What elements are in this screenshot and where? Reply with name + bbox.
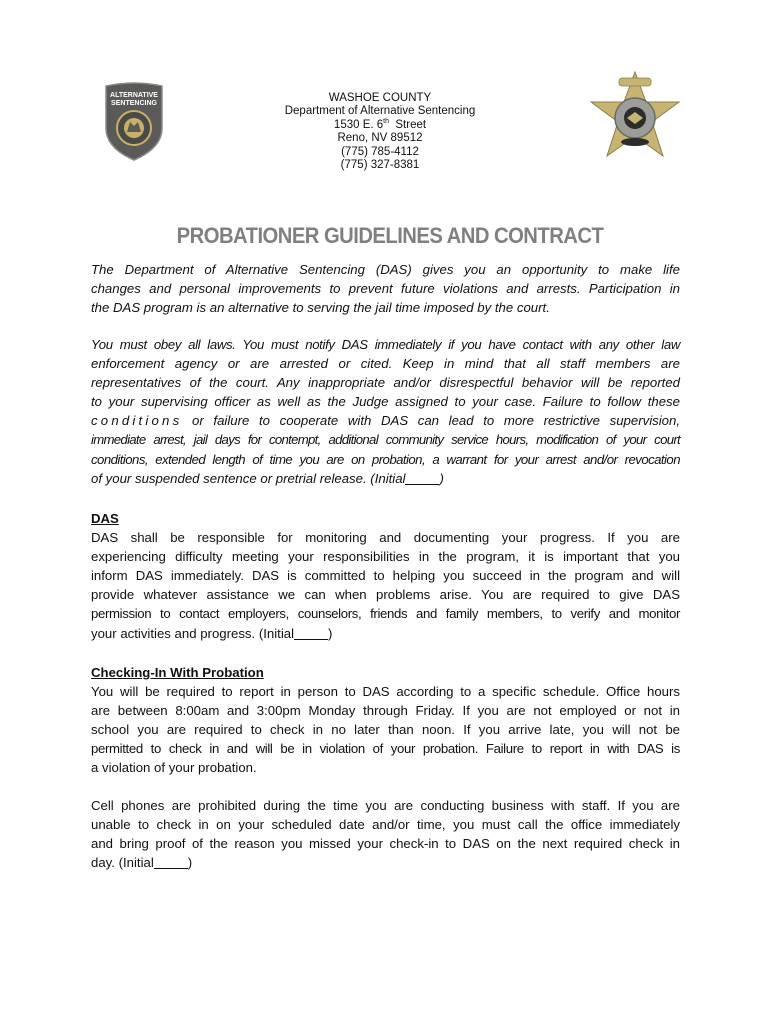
initial-field-das[interactable] bbox=[294, 627, 328, 640]
cellphone-section bbox=[91, 796, 680, 872]
checkin-section bbox=[91, 663, 680, 778]
initial-field-cellphone[interactable] bbox=[154, 856, 188, 869]
das-line: DAS shall be responsible for monitoring and documenting your progress. If you are bbox=[91, 530, 680, 546]
county-name: WASHOE COUNTY bbox=[328, 92, 432, 104]
sheriff-star-badge-logo bbox=[585, 68, 685, 168]
obey-laws-paragraph bbox=[91, 335, 680, 488]
obey-line-8-text: of your suspended sentence or pretrial release. (Initial bbox=[91, 470, 406, 486]
obey-line-5-rest: or failure to cooperate with DAS can lead to more restrictive supervision, bbox=[182, 413, 680, 429]
initial-close-paren: ) bbox=[187, 855, 193, 871]
initial-field-obey[interactable] bbox=[405, 472, 439, 485]
checkin-line: a violation of your probation. bbox=[91, 760, 257, 776]
shield-text-line1: ALTERNATIVE bbox=[110, 92, 158, 99]
das-line: inform DAS immediately. DAS is committed to helping you succeed in the program and will bbox=[91, 568, 680, 584]
das-line bbox=[91, 624, 680, 643]
cellphone-line: Cell phones are prohibited during the time you are conducting business with staff. If you are bbox=[91, 798, 680, 813]
das-heading: DAS bbox=[91, 511, 119, 526]
das-section bbox=[91, 509, 680, 643]
cellphone-line: unable to check in on your scheduled date and/or time, you must call the office immediately bbox=[91, 817, 680, 833]
phone-number-2: (775) 327-8381 bbox=[340, 159, 420, 172]
obey-line: enforcement agency or are arrested or cited. Keep in mind that all staff members are bbox=[91, 356, 680, 372]
obey-line: You must obey all laws. You must notify DAS immediately if you have contact with any other law bbox=[91, 337, 680, 352]
obey-line: to your supervising officer as well as the Judge assigned to your case. Failure to follow these bbox=[91, 394, 680, 410]
department-name: Department of Alternative Sentencing bbox=[284, 105, 476, 118]
checkin-heading: Checking-In With Probation bbox=[91, 665, 264, 680]
street-address bbox=[270, 119, 490, 132]
obey-line: conditions, extended length of time you are on probation, a warrant for your arrest and/or revocation bbox=[91, 451, 680, 467]
checkin-line: are between 8:00am and 3:00pm Monday through Friday. If you are not employed or not in bbox=[91, 703, 680, 719]
intro-paragraph bbox=[91, 260, 680, 317]
obey-line bbox=[91, 469, 680, 488]
phone-number-1: (775) 785-4112 bbox=[341, 145, 419, 158]
intro-line: The Department of Alternative Sentencing (DAS) gives you an opportunity to make life bbox=[91, 262, 680, 277]
intro-line: changes and personal improvements to prevent future violations and arrests. Participation in bbox=[91, 281, 680, 297]
obey-line bbox=[91, 411, 680, 430]
shield-text-line2: SENTENCING bbox=[111, 100, 157, 107]
cellphone-line bbox=[91, 853, 680, 872]
cellphone-line: and bring proof of the reason you missed your check-in to DAS on the next required check in bbox=[91, 836, 680, 852]
checkin-line: You will be required to report in person to DAS according to a specific schedule. Office hours bbox=[91, 684, 680, 700]
das-line: provide whatever assistance we can when problems arise. You are required to give DAS bbox=[91, 587, 680, 603]
checkin-line: permitted to check in and will be in violation of your probation. Failure to report in with DAS is bbox=[91, 741, 680, 757]
das-line: experiencing difficulty meeting your responsibilities in the program, it is important that you bbox=[91, 549, 680, 565]
intro-line: the DAS program is an alternative to serving the jail time imposed by the court. bbox=[91, 300, 550, 316]
address-number: 1530 E. 6 bbox=[333, 118, 384, 131]
das-last-line-text: your activities and progress. (Initial bbox=[91, 625, 295, 641]
letterhead bbox=[270, 92, 490, 172]
das-line: permission to contact employers, counselors, friends and family members, to verify and monitor bbox=[91, 606, 680, 622]
address-ordinal: th bbox=[383, 117, 389, 125]
obey-line: immediate arrest, jail days for contempt, additional community service hours, modification of your court bbox=[91, 432, 680, 448]
initial-close-paren: ) bbox=[328, 625, 333, 641]
alternative-sentencing-shield-logo bbox=[102, 82, 166, 162]
address-street: Street bbox=[395, 118, 427, 131]
city-state-zip: Reno, NV 89512 bbox=[337, 132, 423, 145]
checkin-line: school you are required to check in no later than noon. If you arrive late, you will not be bbox=[91, 722, 680, 738]
document-title: PROBATIONER GUIDELINES AND CONTRACT bbox=[176, 223, 604, 248]
cellphone-last-line-text: day. (Initial bbox=[91, 855, 154, 871]
initial-close-paren: ) bbox=[439, 470, 444, 486]
obey-line: representatives of the court. Any inappropriate and/or disrespectful behavior will be reported bbox=[91, 375, 680, 391]
conditions-word: conditions bbox=[91, 413, 183, 429]
